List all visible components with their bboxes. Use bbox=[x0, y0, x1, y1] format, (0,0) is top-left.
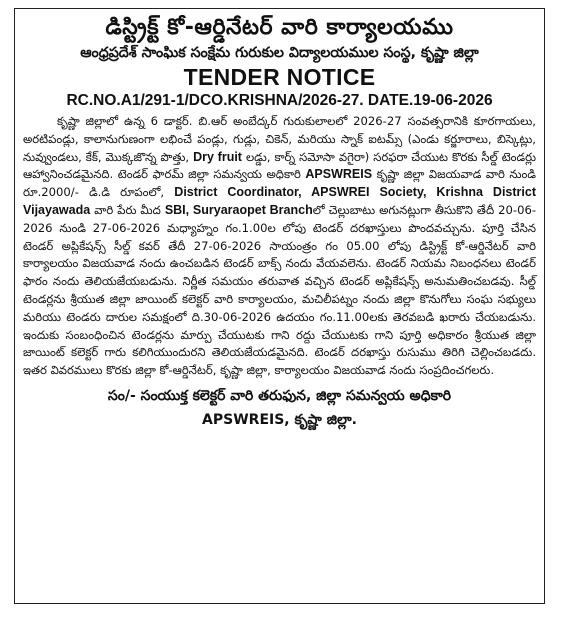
body-text-5: లో చెల్లుబాటు అగునట్లుగా తీసుకొని తేదీ 20-06-2026 నుండి 27-06-2026 మధ్యాహ్నం గం.1.00ల లోపు టెండర్ దరఖాస్తులు పొందవచ్చును. పూర్తి చేసిన టెండర్ అప్లికేషన్స్ సీల్డ్ కవర్ తేదీ 27-06-2026 సాయంత్రం గం 05.00 లోపు డిస్ట్రిక్ట్ కో-ఆర్డినేటర్ వారి కార్యాలయం విజయవాడ నందు ఉంచబడిన టెండర్ బాక్స్ నందు వేయవలెను. టెండర్ నియమ నిబంధనలు టెండర్ ఫారం నందు తెలియజేయబడును. నిర్ణీత సమయం తరువాత వచ్చిన టెండర్ అప్లికేషన్స్ అనుమతించబడవు. సీల్డ్ టెండర్లను శ్రీయుత జిల్లా జాయింట్ కలెక్టర్ వారి కార్యాలయం, మచిలీపట్నం నందు జిల్లా కొనుగోలు సంఘ సభ్యులు మరియు టెండరు దారుల సమక్షంలో ది.30-06-2026 ఉదయం గం.11.00లకు తెరవబడి ఖరారు చేయబడును. ఇందుకు సంబంధించిన టెండర్లను మార్పు చేయుటకు గాని రద్దు చేయుటకు గాని పూర్తి అధికారం శ్రీయుత జిల్లా జాయింట్ కలెక్టర్ గారు కలిగియుందురని తెలియజేయడమైనది. టెండర్ దరఖాస్తు రుసుము తిరిగి చెల్లించబడదు. ఇతర వివరములు కొరకు జిల్లా కో-ఆర్డినేటర్, కృష్ణా జిల్లా, కార్యాలయం విజయవాడ నందు సంప్రదించగలరు. bbox=[23, 202, 537, 378]
body-text-2: లడ్డు, కార్న్ సమోసా వగైరా) సరఫరా చేయుట కొరకు సీల్డ్ టెండర్లు ఆహ్వానించడమైనది. టెండర్ ఫారమ్ జిల్లా సమన్వయ అధికారి bbox=[23, 149, 536, 182]
body-bold-1: Dry fruit bbox=[193, 149, 242, 164]
notice-body bbox=[23, 113, 536, 380]
signature-line-2: APSWREIS, కృష్ణా జిల్లా. bbox=[202, 411, 357, 428]
society-name: ఆంధ్రప్రదేశ్ సాంఘిక సంక్షేమ గురుకుల విద్యాలయముల సంస్థ, కృష్ణా జిల్లా bbox=[80, 45, 479, 61]
body-text-3: కృష్ణా జిల్లా విజయవాడ వారి నుండి రూ.2000/- డి.డి రూపంలో, bbox=[23, 167, 536, 200]
body-bold-2: APSWREIS bbox=[305, 167, 373, 182]
office-title: డిస్ట్రిక్ట్ కో-ఆర్డినేటర్ వారి కార్యాలయము bbox=[105, 15, 454, 40]
body-bold-3: District Coordinator, APSWREI Society, Krishna District Vijayawada bbox=[23, 185, 537, 217]
tender-notice bbox=[14, 8, 545, 604]
signature-line-1: సం/- సంయుక్త కలెక్టర్ వారి తరుఫున, జిల్లా సమన్వయ అధికారి bbox=[107, 387, 452, 404]
notice-title: TENDER NOTICE bbox=[183, 64, 376, 90]
body-text-1: కృష్ణా జిల్లాలో ఉన్న 6 డాక్టర్. బి.ఆర్ అంబేద్కర్ గురుకులాలలో 2026-27 సంవత్సరానికి కూరగాయలు, అరటిపండ్లు, కాలానుగుణంగా లభించే పండ్లు, గుడ్లు, చికెన్, మరియు స్నాక్ ఐటమ్స్ (ఎండు కర్జూరాలు, బిస్కెట్లు, నువ్వుండలు, కేక్, మొక్కజొన్న పొత్తు, bbox=[23, 114, 536, 164]
body-text-4: వారి పేరు మీద bbox=[90, 202, 165, 217]
reference-number: RC.NO.A1/291-1/DCO.KRISHNA/2026-27. DATE.19-06-2026 bbox=[66, 92, 493, 109]
signature-block bbox=[23, 384, 536, 432]
body-bold-4: SBI, Suryaraopet Branch bbox=[164, 202, 313, 217]
